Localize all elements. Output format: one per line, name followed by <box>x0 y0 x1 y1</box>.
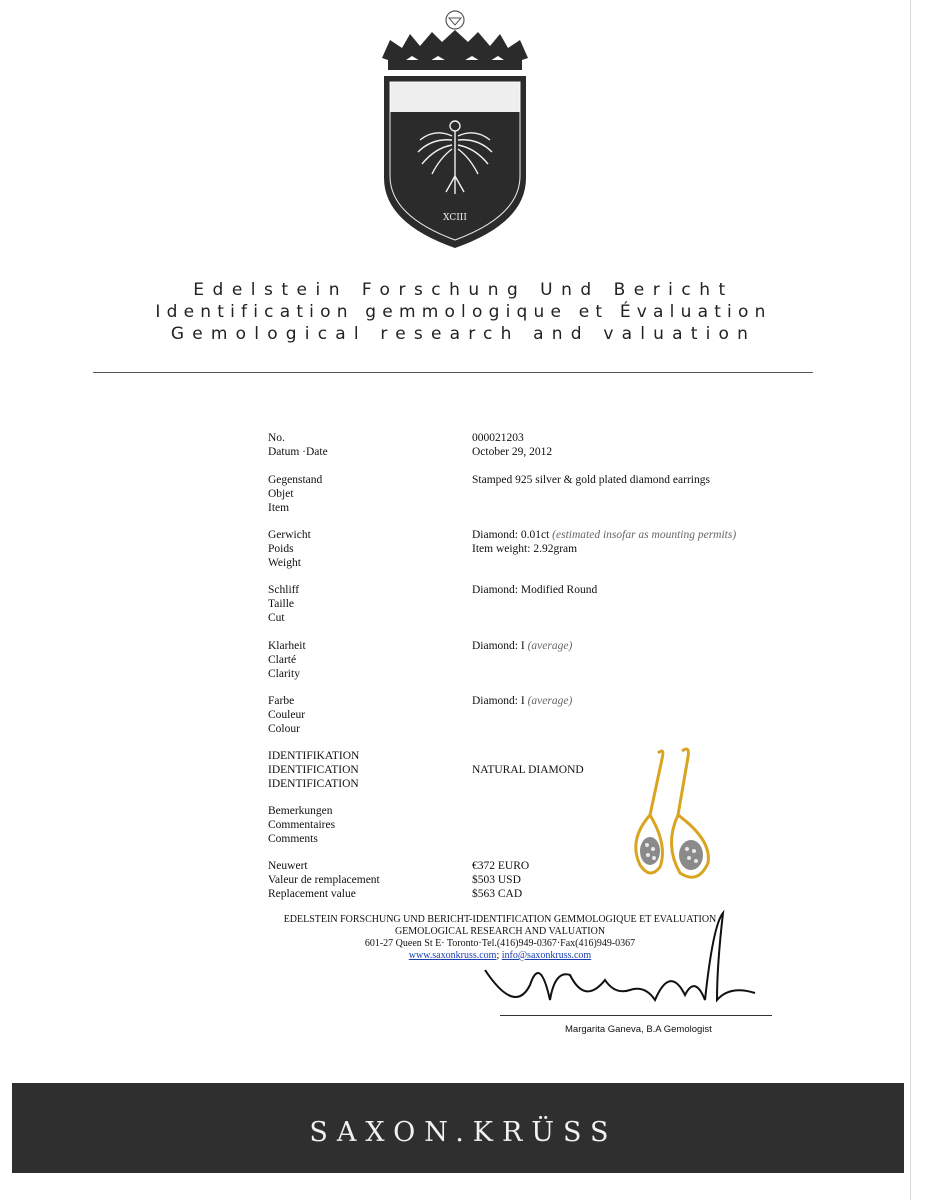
comments-label-de: Bemerkungen <box>268 805 333 817</box>
colour-value-row <box>472 694 572 708</box>
number-label: No. <box>268 432 285 444</box>
clarity-note: (average) <box>527 640 573 652</box>
value-label-en: Replacement value <box>268 888 356 900</box>
footer-address: 601-27 Queen St E· Toronto·Tel.(416)949-0367·Fax(416)949-0367 <box>364 938 636 949</box>
signature-line <box>500 1015 772 1016</box>
weight-value-row <box>472 528 736 542</box>
value-cad: $563 CAD <box>472 888 523 900</box>
weight-label-en: Weight <box>268 557 301 569</box>
comments-label-en: Comments <box>268 833 318 845</box>
website-link[interactable]: www.saxonkruss.com <box>408 950 497 961</box>
heading-english: Gemological research and valuation <box>170 324 757 344</box>
heading-german: Edelstein Forschung Und Bericht <box>193 280 734 300</box>
ident-label-fr: IDENTIFICATION <box>268 764 359 776</box>
crest-numeral: XCIII <box>443 213 467 223</box>
colour-label-fr: Couleur <box>268 709 306 721</box>
colour-note: (average) <box>527 695 573 707</box>
value-label-de: Neuwert <box>268 860 308 872</box>
clarity-label-en: Clarity <box>268 668 300 680</box>
clarity-value: Diamond: I <box>472 640 525 652</box>
colour-value: Diamond: I <box>472 695 525 707</box>
item-label-en: Item <box>268 502 290 514</box>
clarity-label-de: Klarheit <box>268 640 306 652</box>
ident-label-en: IDENTIFICATION <box>268 778 359 790</box>
number-value: 000021203 <box>472 432 524 444</box>
value-usd: $503 USD <box>472 874 521 886</box>
crown-ornament <box>382 30 528 70</box>
weight-note: (estimated insofar as mounting permits) <box>552 529 737 541</box>
email-link[interactable]: info@saxonkruss.com <box>501 950 592 961</box>
weight-label-de: Gerwicht <box>268 529 311 541</box>
item-weight: Item weight: 2.92gram <box>472 543 578 555</box>
brand-name: SAXON.KRÜSS <box>309 1117 618 1148</box>
diamond-icon <box>446 11 464 29</box>
cut-label-de: Schliff <box>268 584 300 596</box>
value-euro: €372 EURO <box>472 860 530 872</box>
cut-label-en: Cut <box>268 612 285 624</box>
comments-label-fr: Commentaires <box>268 819 336 831</box>
item-label-de: Gegenstand <box>268 474 323 486</box>
header-divider <box>93 372 813 373</box>
handwritten-signature <box>455 905 775 1025</box>
date-label: Datum ·Date <box>268 446 328 458</box>
date-value: October 29, 2012 <box>472 446 553 458</box>
earrings-photo <box>620 745 730 895</box>
item-value: Stamped 925 silver & gold plated diamond earrings <box>472 474 710 486</box>
signatory-name: Margarita Ganeva, B.A Gemologist <box>565 1024 712 1035</box>
cut-label-fr: Taille <box>268 598 295 610</box>
ident-value: NATURAL DIAMOND <box>472 764 584 776</box>
page-edge <box>910 0 911 1200</box>
weight-label-fr: Poids <box>268 543 294 555</box>
colour-label-de: Farbe <box>268 695 295 707</box>
clarity-value-row <box>472 639 572 653</box>
link-separator: ; <box>496 950 500 961</box>
clarity-label-fr: Clarté <box>268 654 297 666</box>
ident-label-de: IDENTIFIKATION <box>268 750 360 762</box>
diamond-weight: Diamond: 0.01ct <box>472 529 550 541</box>
heading-french: Identification gemmologique et Évaluation <box>155 302 772 322</box>
cut-value: Diamond: Modified Round <box>472 584 598 596</box>
colour-label-en: Colour <box>268 723 300 735</box>
item-label-fr: Objet <box>268 488 294 500</box>
footer-line2: GEMOLOGICAL RESEARCH AND VALUATION <box>394 926 606 937</box>
crest-logo <box>380 8 550 258</box>
footer-line1: EDELSTEIN FORSCHUNG UND BERICHT-IDENTIFICATION GEMMOLOGIQUE ET EVALUATION <box>283 914 717 925</box>
value-label-fr: Valeur de remplacement <box>268 874 380 886</box>
